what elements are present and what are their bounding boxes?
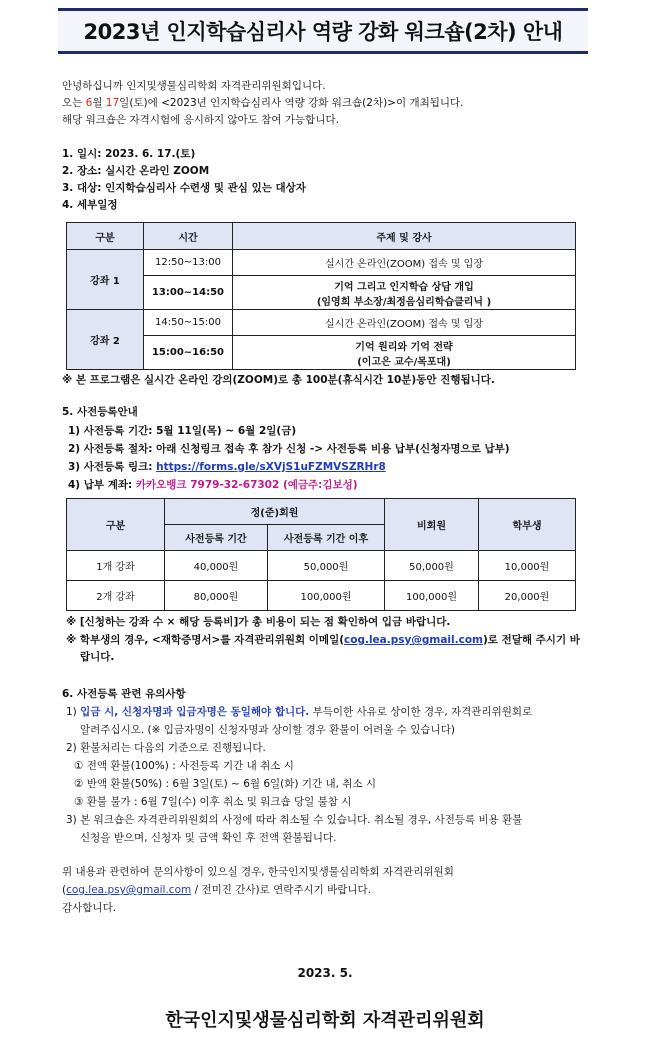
schedule-header: 구분 [67,223,144,250]
session-label: 강좌 1 [67,250,144,310]
registration-procedure: 2) 사전등록 절차: 아래 신청링크 접속 후 참가 신청 -> 사전등록 비용 납부(신청자명으로 납부) [68,443,510,455]
fee-row-label: 2개 강좌 [67,581,165,611]
caution-2-b: ② 반액 환불(50%) : 6월 3일(토) ~ 6월 6일(화) 기간 내, 취소 시 [74,778,377,790]
fee-nonmember: 100,000원 [385,581,479,611]
event-day: 17 [105,97,120,109]
account-value: 카카오뱅크 7979-32-67302 (예금주:김보성) [135,479,358,491]
session-time: 14:50~15:00 [144,310,233,336]
topic-speaker: (이고은 교수/목포대) [357,356,451,368]
fee-pre: 80,000원 [165,581,268,611]
fee-table [66,498,576,611]
schedule-heading: 4. 세부일정 [62,199,118,211]
caution-1-cont: 알려주십시오. (※ 입금자명이 신청자명과 상이할 경우 환불이 어려울 수 있습니다) [80,724,455,736]
schedule-table [66,222,576,370]
registration-period: 1) 사전등록 기간: 5월 11일(목) ~ 6월 2일(금) [68,425,297,437]
intro-text: 일(토)에 <2023년 인지학습심리사 역량 강화 워크숍(2차)>이 개최됩니다. [119,97,464,109]
session-topic [233,276,576,310]
registration-link[interactable]: https://forms.gle/sXVjS1uFZMVSZRHr8 [156,461,386,473]
table-row [67,336,576,370]
contact-email-link[interactable]: cog.lea.psy@gmail.com [344,634,483,646]
caution-1-emphasis: 입금 시, 신청자명과 입금자명은 동일해야 합니다. [80,706,310,718]
caution-2-c: ③ 환불 불가 : 6월 7일(수) 이후 취소 및 워크숍 당일 불참 시 [74,796,352,808]
fee-header-post: 사전등록 기간 이후 [268,525,385,551]
session-label: 강좌 2 [67,310,144,370]
table-row [67,310,576,336]
intro-line-2 [62,95,464,112]
table-row [67,551,576,581]
topic-speaker: (임영희 부소장/최정음심리학습클리닉 ) [316,296,492,308]
schedule-header: 시간 [144,223,233,250]
fee-post: 50,000원 [268,551,385,581]
intro-text: 월 [92,97,106,109]
registration-account-line [68,477,358,494]
session-topic: 실시간 온라인(ZOOM) 접속 및 입장 [233,250,576,276]
closing-line-2: (cog.lea.psy@gmail.com / 전미진 간사)로 연락주시기 바랍니다. [62,884,372,896]
schedule-note: ※ 본 프로그램은 실시간 온라인 강의(ZOOM)로 총 100분(휴식시간 10분)동안 진행됩니다. [62,374,495,386]
link-label: 3) 사전등록 링크: [68,461,157,473]
table-row [67,250,576,276]
info-date: 1. 일시: 2023. 6. 17.(토) [62,148,196,160]
intro-text: 오는 [62,97,86,109]
closing-email-link[interactable]: cog.lea.psy@gmail.com [66,884,192,896]
intro-line-3: 해당 워크숍은 자격시험에 응시하지 않아도 참여 가능합니다. [62,114,339,126]
fee-header-category: 구분 [67,499,165,551]
event-month: 6 [85,97,93,109]
fee-header-nonmember: 비회원 [385,499,479,551]
session-time: 12:50~13:00 [144,250,233,276]
caution-2: 2) 환불처리는 다음의 기준으로 진행됩니다. [66,742,266,754]
caution-3: 3) 본 워크숍은 자격관리위원회의 사정에 따라 취소될 수 있습니다. 취소될 경우, 사전등록 비용 환불 [66,814,523,826]
fee-student: 20,000원 [479,581,576,611]
closing-text: / 전미진 간사)로 연락주시기 바랍니다. [191,884,372,896]
intro-line-1: 안녕하십니까 인지및생물심리학회 자격관리위원회입니다. [62,80,326,92]
table-row [67,581,576,611]
session-time: 15:00~16:50 [144,336,233,370]
registration-link-line [68,459,386,476]
session-topic [233,336,576,370]
info-place: 2. 장소: 실시간 온라인 ZOOM [62,165,210,177]
caution-text: 부득이한 사유로 상이한 경우, 자격관리위원회로 [309,706,533,718]
note-text: )로 전달해 주시기 바 [482,634,580,646]
fee-header-member: 정(준)회원 [165,499,385,525]
caution-1 [66,704,532,721]
fee-row-label: 1개 강좌 [67,551,165,581]
info-target: 3. 대상: 인지학습심리사 수련생 및 관심 있는 대상자 [62,182,306,194]
caution-text: 1) [66,706,81,718]
fee-note-2 [66,632,580,649]
closing-thanks: 감사합니다. [62,902,117,914]
topic-title: 기억 그리고 인지학습 상담 개입 [334,281,474,293]
registration-heading: 5. 사전등록안내 [62,406,138,418]
caution-3-cont: 신청을 받으며, 신청자 및 금액 확인 후 전액 환불됩니다. [80,832,337,844]
fee-nonmember: 50,000원 [385,551,479,581]
closing-line-1: 위 내용과 관련하여 문의사항이 있으실 경우, 한국인지및생물심리학회 자격관리위원회 [62,866,454,878]
fee-pre: 40,000원 [165,551,268,581]
session-topic: 실시간 온라인(ZOOM) 접속 및 입장 [233,310,576,336]
caution-2-a: ① 전액 환불(100%) : 사전등록 기간 내 취소 시 [74,760,294,772]
fee-note-1: ※ [신청하는 강좌 수 × 해당 등록비]가 총 비용이 되는 점 확인하여 입금 바랍니다. [66,616,451,628]
fee-student: 10,000원 [479,551,576,581]
footer-date: 2023. 5. [297,966,353,980]
account-label: 4) 납부 계좌: [68,479,136,491]
fee-header-student: 학부생 [479,499,576,551]
cautions-heading: 6. 사전등록 관련 유의사항 [62,688,186,700]
fee-note-2-cont: 랍니다. [80,651,115,663]
title-banner [58,8,588,54]
fee-header-pre: 사전등록 기간 [165,525,268,551]
table-row [67,276,576,310]
footer-organization: 한국인지및생물심리학회 자격관리위원회 [165,1010,485,1031]
session-time: 13:00~14:50 [144,276,233,310]
fee-post: 100,000원 [268,581,385,611]
schedule-header: 주제 및 강사 [233,223,576,250]
page-title: 2023년 인지학습심리사 역량 강화 워크숍(2차) 안내 [83,20,563,44]
topic-title: 기억 원리와 기억 전략 [355,341,453,353]
note-text: ※ 학부생의 경우, <재학증명서>를 자격관리위원회 이메일( [66,634,345,646]
